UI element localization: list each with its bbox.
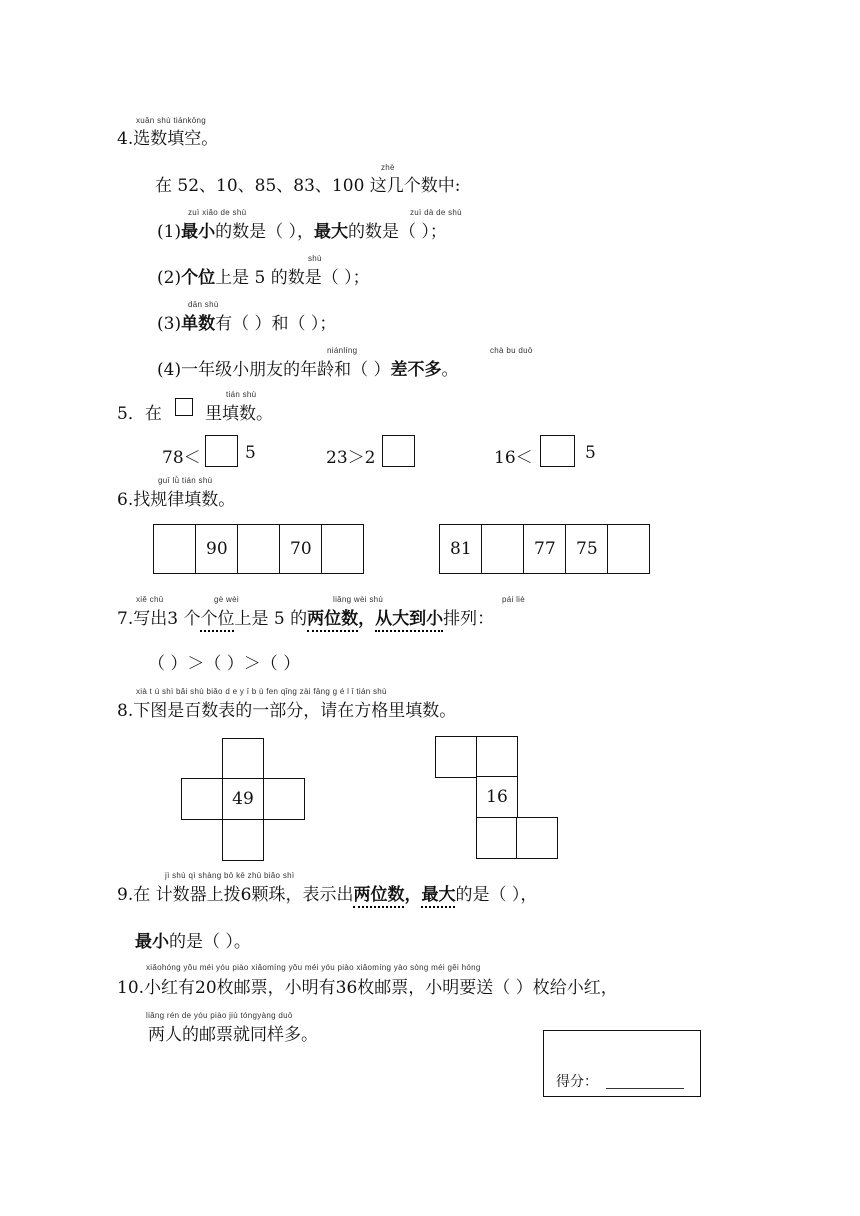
q5-item3-box[interactable] xyxy=(540,435,575,467)
q6-row2-cell[interactable]: 75 xyxy=(566,525,608,573)
q4-p2-num: (2) xyxy=(157,268,182,288)
q6-row1-cell[interactable] xyxy=(322,525,364,573)
q6-sequence-row1 xyxy=(153,524,364,574)
q6-title: 6.找规律填数。 xyxy=(117,490,236,510)
q7-pinyin-b: gè wèi xyxy=(214,595,239,604)
q8-zigzag-bottomleft-cell[interactable] xyxy=(476,817,518,859)
q4-p4-pinyin-a: niánlíng xyxy=(327,346,358,355)
q10-line1: 10.小红有20枚邮票，小明有36枚邮票，小明要送（ ）枚给小红， xyxy=(117,978,618,998)
q4-p4-keyword: 差不多 xyxy=(390,360,442,380)
q9-keyword-c: 最小 xyxy=(135,932,169,952)
q9-line1 xyxy=(117,880,537,905)
q4-p2-pinyin: shù xyxy=(308,254,322,263)
q4-pinyin: xuǎn shù tiánkōng xyxy=(136,116,207,125)
q4-p1-text-b: 的数是（ ）； xyxy=(348,222,447,242)
q4-part1 xyxy=(157,217,447,242)
q9-pinyin: jì shù qì shàng bō kē zhū biǎo shì xyxy=(165,871,295,880)
q4-title: 4.选数填空。 xyxy=(117,129,219,149)
q9-line2 xyxy=(135,927,251,952)
q4-p4-pinyin-b: chà bu duō xyxy=(490,346,533,355)
empty-box-icon xyxy=(175,398,193,416)
q8-cross-bottom-cell[interactable] xyxy=(222,819,264,861)
q6-row1-cell[interactable] xyxy=(154,525,196,573)
q6-row2-cell[interactable] xyxy=(608,525,650,573)
q8-cross-left-cell[interactable] xyxy=(181,778,223,820)
q5-item2-box[interactable] xyxy=(382,435,415,467)
q5-title-b: 里填数。 xyxy=(205,404,273,424)
q4-intro-pinyin: zhè xyxy=(381,163,395,172)
q4-part2 xyxy=(157,263,370,288)
q4-p1-keyword-b: 最大 xyxy=(314,222,348,242)
q8-cross-center-cell: 49 xyxy=(222,778,264,820)
q5-item3-left: 16＜ xyxy=(494,448,533,468)
q4-part4 xyxy=(157,355,458,380)
score-label: 得分： xyxy=(556,1074,598,1090)
q4-p1-text-a: 的数是（ ）， xyxy=(215,222,314,242)
q8-zigzag-topright-cell[interactable] xyxy=(476,736,518,778)
q5-item3-right: 5 xyxy=(585,443,596,463)
q4-intro: 在 52、10、85、83、100 这几个数中: xyxy=(155,176,461,196)
q6-row2-cell[interactable]: 81 xyxy=(440,525,482,573)
q10-line2: 两人的邮票就同样多。 xyxy=(148,1025,318,1045)
q7-pinyin-a: xiě chū xyxy=(136,595,164,604)
q5-pinyin: tián shù xyxy=(226,390,257,399)
q7-pinyin-d: pái liè xyxy=(502,595,526,604)
q4-p1-keyword-a: 最小 xyxy=(181,222,216,242)
q4-p1-pinyin-a: zuì xiǎo de shù xyxy=(188,208,247,217)
q4-p3-pinyin: dān shù xyxy=(188,300,219,309)
q5-item1-right: 5 xyxy=(245,443,256,463)
q6-row2-cell[interactable]: 77 xyxy=(524,525,566,573)
q8-zigzag-bottomright-cell[interactable] xyxy=(516,817,558,859)
q5-item1-left: 78＜ xyxy=(162,448,201,468)
q8-cross-right-cell[interactable] xyxy=(263,778,305,820)
q9-keyword-b: 最大 xyxy=(421,885,455,908)
q8-zigzag-center-cell: 16 xyxy=(476,776,518,818)
q6-row1-cell[interactable]: 90 xyxy=(196,525,238,573)
score-box xyxy=(543,1030,701,1097)
q6-row2-cell[interactable] xyxy=(482,525,524,573)
q4-p1-pinyin-b: zuì dà de shù xyxy=(410,208,462,217)
q9-keyword-a: 两位数 xyxy=(353,885,404,908)
q8-zigzag-topleft-cell[interactable] xyxy=(435,736,477,778)
q9-text-b: 的是（ ）， xyxy=(455,885,538,905)
q4-p3-num: (3) xyxy=(157,314,182,334)
q8-cross-top-cell[interactable] xyxy=(222,738,264,780)
q7-title xyxy=(117,604,494,629)
q7-keyword-a: 个位 xyxy=(200,609,234,632)
q4-p2-keyword: 个位 xyxy=(181,268,216,288)
q4-part3 xyxy=(157,309,336,334)
q4-p3-keyword: 单数 xyxy=(181,314,216,334)
q7-text-b: 上是 5 的 xyxy=(234,609,308,629)
q5-item1-box[interactable] xyxy=(205,435,238,467)
q8-title: 8.下图是百数表的一部分，请在方格里填数。 xyxy=(117,701,457,721)
q9-comma: ， xyxy=(404,885,422,905)
q9-text-c: 的是（ ）。 xyxy=(169,932,251,952)
q4-p1-num: (1) xyxy=(157,222,182,242)
score-blank[interactable] xyxy=(606,1088,684,1089)
q4-p3-text: 有（ ）和（ ）； xyxy=(215,314,337,334)
q5-title-a: 5．在 xyxy=(117,404,162,424)
q7-text-a: 7.写出3 个 xyxy=(117,609,201,629)
q4-p2-text: 上是 5 的数是（ ）； xyxy=(215,268,370,288)
q7-keyword-b: 两位数 xyxy=(307,609,358,632)
q9-text-a: 9.在 计数器上拨6颗珠，表示出 xyxy=(117,885,354,905)
q6-row1-cell[interactable]: 70 xyxy=(280,525,322,573)
q10-pinyin2: liǎng rén de yóu piào jiù tóngyàng duō xyxy=(146,1011,293,1020)
q10-pinyin: xiǎohóng yǒu méi yóu piào xiǎomíng yǒu méi yóu piào xiǎomíng yào sòng méi gěi hóng xyxy=(146,963,481,972)
q7-text-c: 排列： xyxy=(443,609,495,629)
q4-p4-text-b: 。 xyxy=(441,360,459,380)
q7-pinyin-c: liǎng wèi shù xyxy=(333,595,384,604)
q6-sequence-row2 xyxy=(439,524,650,574)
q6-pinyin: guī lǜ tián shù xyxy=(158,476,213,485)
q7-comma: ， xyxy=(358,609,376,629)
q8-pinyin: xià t ú shì bǎi shù biǎo d e y ī b ù fen qǐng zài fāng g é l ǐ tián shù xyxy=(136,687,387,696)
q4-p4-text-a: (4)一年级小朋友的年龄和（ ） xyxy=(157,360,391,380)
q6-row1-cell[interactable] xyxy=(238,525,280,573)
q5-item2-left: 23＞2 xyxy=(326,448,376,468)
q7-keyword-c: 从大到小 xyxy=(375,609,443,632)
q7-answer: （ ）＞（ ）＞（ ） xyxy=(148,654,301,674)
